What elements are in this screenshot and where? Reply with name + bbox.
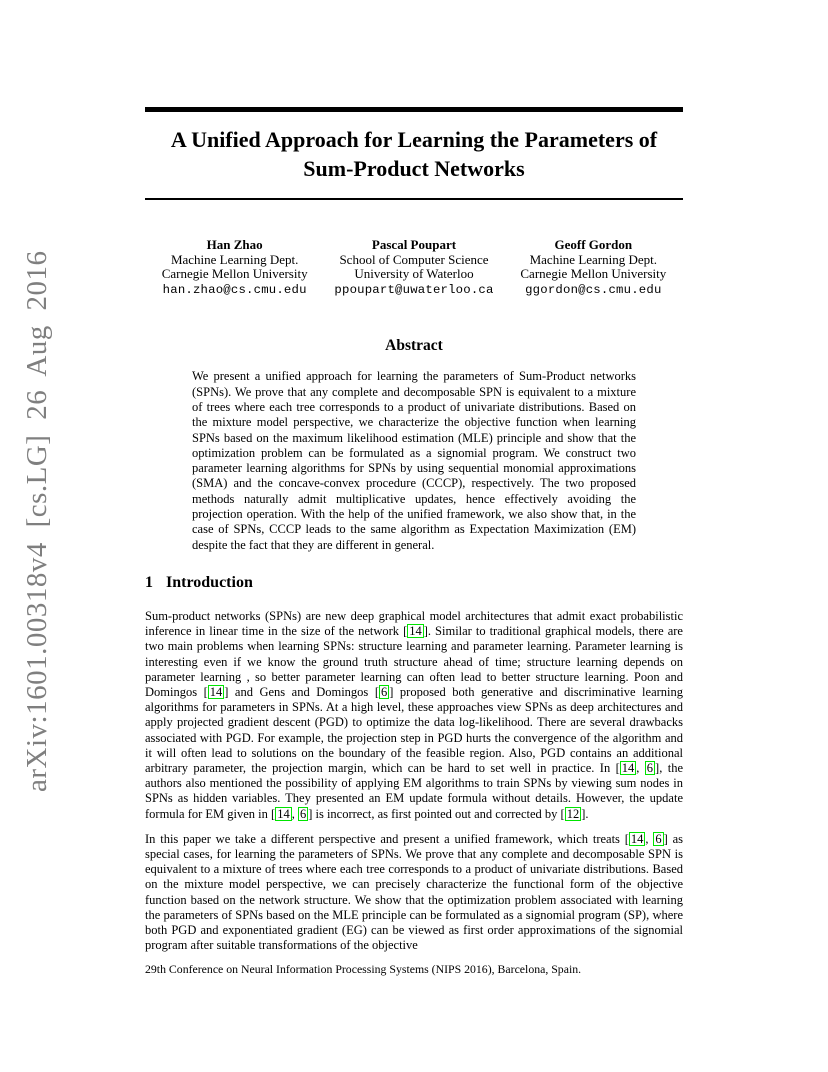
author-affiliation-univ: University of Waterloo — [354, 266, 474, 282]
citation: [ 14 , 6 ] — [271, 806, 313, 821]
author-affiliation-dept: School of Computer Science — [339, 251, 489, 267]
citation-link[interactable]: 6 — [380, 684, 388, 699]
citation: [ 12 ] — [560, 806, 586, 821]
author-affiliation-dept: Machine Learning Dept. — [529, 251, 658, 267]
author-email: han.zhao@cs.cmu.edu — [162, 282, 307, 297]
author-name: Han Zhao — [206, 237, 263, 252]
citation: [ 6 ] — [374, 684, 394, 699]
citation: [ 14 ] — [203, 684, 229, 699]
footer-conference-note: 29th Conference on Neural Information Processing Systems (NIPS 2016), Barcelona, Spain. — [145, 962, 582, 977]
citation-link[interactable]: 6 — [655, 831, 662, 846]
author-affiliation-univ: Carnegie Mellon University — [161, 266, 308, 282]
citation-link[interactable]: 6 — [646, 760, 654, 775]
citation-link[interactable]: 14 — [409, 624, 422, 639]
citation-link[interactable]: 14 — [621, 760, 635, 775]
author-name: Pascal Poupart — [371, 237, 457, 252]
abstract-text: We present a unified approach for learning the parameters of Sum-Product networks (SPNs). We prove that any complete and decomposable SPN is equivalent to a mixture of trees where each tree corresponds to a product of univariate distributions. Based on the mixture model perspective, we characterize the objective function when learning SPNs based on the maximum likelihood estimation (MLE) principle and show that the optimization problem can be formulated as a signomial program. We construct two parameter learning algorithms for SPNs by using sequential monomial approximations (SMA) and the concave-convex procedure (CCCP), respectively. The two proposed methods naturally admit multiplicative updates, hence effectively avoiding the projection operation. With the help of the unified framework, we also show that, in the case of SPNs, CCCP leads to the same algorithm as Expectation Maximization (EM) despite the fact that they are different in general. — [192, 369, 636, 552]
title-bottom-rule — [145, 198, 683, 200]
paper-content-column — [145, 0, 683, 976]
author-email: ggordon@cs.cmu.edu — [525, 282, 662, 297]
intro-paragraph-1: Sum-product networks (SPNs) are new deep graphical model architectures that admit exact probabilistic inference in linear time in the size of the network [ 14 ]. Similar to traditional graphical models, there are two main problems when learning SPNs: structure learning and parameter learning. Parameter learning is interesting even if we know the ground truth structure ahead of time; structure learning depends on parameter learning , so better parameter learning can often lead to better structure learning. Poon and Domingos [ 14 ] and Gens and Domingos [ 6 ] proposed both generative and discriminative learning algorithms for parameters in SPNs. At a high level, these approaches view SPNs as deep architectures and apply projected gradient descent (PGD) to optimize the data log-likelihood. There are several drawbacks associated with PGD. For example, the projection step in PGD hurts the convergence of the algorithm and it will often lead to solutions on the boundary of the feasible region. Also, PGD contains an additional arbitrary parameter, the projection margin, which can be hard to set well in practice. In [ 14 , 6 ], the authors also mentioned the possibility of applying EM algorithms to train SPNs by viewing sum nodes in SPNs as hidden variables. They presented an EM update formula without details. However, the update formula for EM given in [ 14 , 6 ] is incorrect, as first pointed out and corrected by [ 12 ]. — [145, 608, 684, 821]
paper-title: A Unified Approach for Learning the Parameters of Sum-Product Networks — [170, 127, 658, 181]
section-title: Introduction — [166, 573, 253, 591]
arxiv-watermark: arXiv:1601.00318v4 [cs.LG] 26 Aug 2016 — [21, 250, 53, 792]
citation-link[interactable]: 14 — [209, 684, 223, 699]
citation-link[interactable]: 12 — [566, 806, 580, 821]
author-affiliation-dept: Machine Learning Dept. — [170, 251, 299, 267]
author-block — [145, 238, 683, 297]
citation: [ 14 , 6 ] — [624, 831, 668, 846]
section-number: 1 — [145, 573, 153, 591]
author-email: ppoupart@uwaterloo.ca — [334, 282, 494, 297]
author-3 — [504, 238, 683, 297]
author-name: Geoff Gordon — [554, 237, 633, 252]
citation: [ 14 , 6 ] — [615, 760, 660, 775]
citation: [ 14 ] — [403, 624, 428, 639]
abstract-heading: Abstract — [385, 337, 443, 355]
author-2 — [324, 238, 503, 297]
title-top-rule — [145, 107, 683, 112]
author-1 — [145, 238, 324, 297]
citation-link[interactable]: 6 — [299, 806, 307, 821]
section-1-heading — [145, 573, 683, 593]
citation-link[interactable]: 14 — [277, 806, 290, 821]
citation-link[interactable]: 14 — [630, 831, 644, 846]
intro-paragraph-2: In this paper we take a different perspective and present a unified framework, which treats [ 14 , 6 ] as special cases, for learning the parameters of SPNs. We prove that any complete and decomposable SPN is equivalent to a mixture of trees where each tree corresponds to a product of univariate distributions. Based on the mixture model perspective, we can precisely characterize the functional form of the objective function based on the network structure. We show that the optimization problem associated with learning the parameters of SPNs based on the MLE principle can be formulated as a signomial program (SP), where both PGD and exponentiated gradient (EG) can be viewed as first order approximations of the signomial program after suitable transformations of the objective — [145, 831, 683, 953]
author-affiliation-univ: Carnegie Mellon University — [520, 266, 667, 282]
